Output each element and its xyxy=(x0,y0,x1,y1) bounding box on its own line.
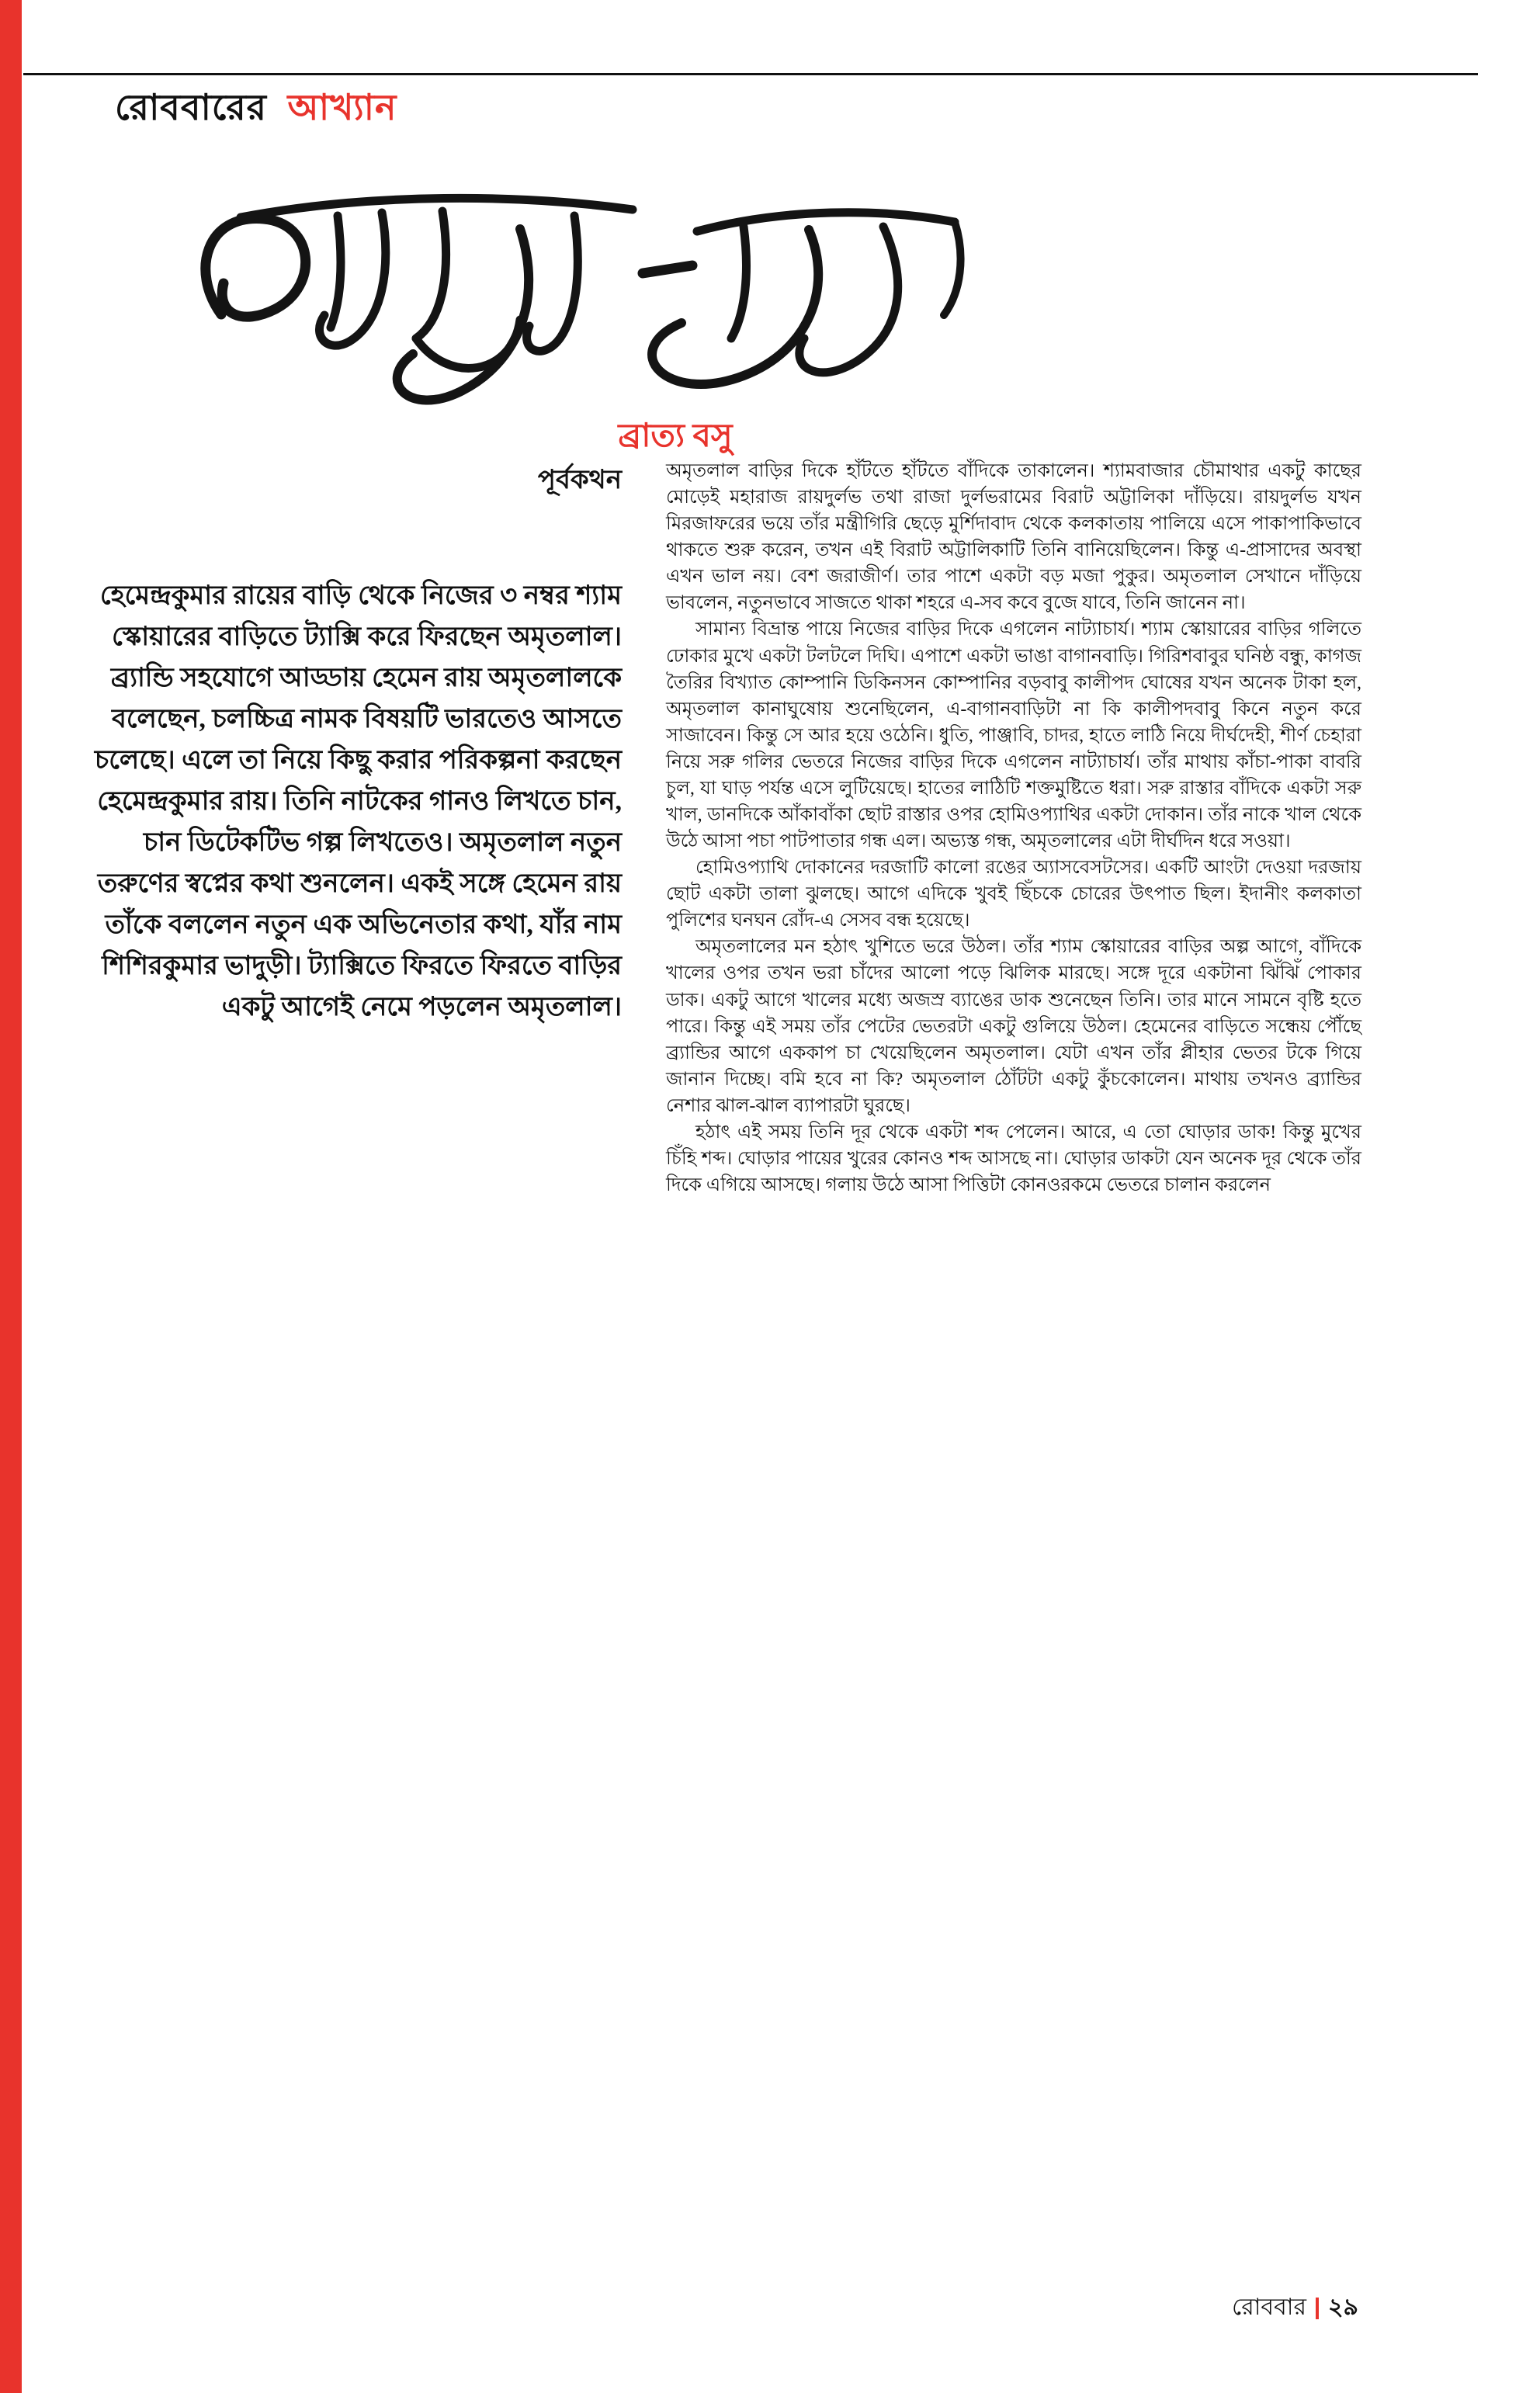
section-header-feature: আখ্যান xyxy=(287,88,397,127)
intro-heading: পূর্বকথন xyxy=(537,466,622,494)
calligraphic-title-strokes xyxy=(179,155,1001,427)
article-paragraph: হোমিওপ্যাথি দোকানের দরজাটি কালো রঙের অ্যাসবেসটসের। একটি আংটা দেওয়া দরজায় ছোট একটা তালা ঝুলছে। আগে এদিকে খুবই ছিঁচকে চোরের উৎপাত ছিল। ইদানীং কলকাতা পুলিশের ঘনঘন রোঁদ-এ সেসব বন্ধ হয়েছে। xyxy=(666,858,1361,931)
footer-magazine-name: রোববার xyxy=(1232,2294,1307,2320)
page-footer xyxy=(1232,2288,1358,2328)
article-paragraph: হঠাৎ এই সময় তিনি দূর থেকে একটা শব্দ পেলেন। আরে, এ তো ঘোড়ার ডাক! কিন্তু মুখের চিঁহি শব্দ। ঘোড়ার পায়ের খুরের কোনও শব্দ আসছে না। ঘোড়ার ডাকটা যেন অনেক দূর থেকে তাঁর দিকে এগিয়ে আসছে। গলায় উঠে আসা পিত্তিটা কোনওরকমে ভেতরে চালান করলেন xyxy=(666,1122,1361,1196)
section-header-magazine: রোববারের xyxy=(115,88,267,127)
header-rule xyxy=(23,73,1478,75)
byline-author: ব্রাত্য বসু xyxy=(618,418,733,454)
article-body xyxy=(666,458,1361,1198)
page-edge-accent-bar xyxy=(0,0,22,2393)
article-paragraph: অমৃতলালের মন হঠাৎ খুশিতে ভরে উঠল। তাঁর শ্যাম স্কোয়ারের বাড়ির অল্প আগে, বাঁদিকে খালের ওপর তখন ভরা চাঁদের আলো পড়ে ঝিলিক মারছে। সঙ্গে দূরে একটানা ঝিঁঝিঁ পোকার ডাক। একটু আগে খালের মধ্যে অজস্র ব্যাঙের ডাক শুনেছেন তিনি। তার মানে সামনে বৃষ্টি হতে পারে। কিন্তু এই সময় তাঁর পেটের ভেতরটা একটু গুলিয়ে উঠল। হেমেনের বাড়িতে সন্ধেয় পৌঁছে ব্র্যান্ডির আগে এককাপ চা খেয়েছিলেন অমৃতলাল। যেটা এখন তাঁর প্লীহার ভেতর টকে গিয়ে জানান দিচ্ছে। বমি হবে না কি? অমৃতলাল ঠোঁটটা একটু কুঁচকোলেন। মাথায় তখনও ব্র্যান্ডির নেশার ঝাল-ঝাল ব্যাপারটা ঘুরছে। xyxy=(666,937,1361,1116)
intro-paragraph: হেমেন্দ্রকুমার রায়ের বাড়ি থেকে নিজের ৩ নম্বর শ্যাম স্কোয়ারের বাড়িতে ট্যাক্সি করে ফিরছেন অমৃতলাল। ব্র্যান্ডি সহযোগে আড্ডায় হেমেন রায় অমৃতলালকে বলেছেন, চলচ্চিত্র নামক বিষয়টি ভারতেও আসতে চলেছে। এলে তা নিয়ে কিছু করার পরিকল্পনা করছেন হেমেন্দ্রকুমার রায়। তিনি নাটকের গানও লিখতে চান, চান ডিটেকটিভ গল্প লিখতেও। অমৃতলাল নতুন তরুণের স্বপ্নের কথা শুনলেন। একই সঙ্গে হেমেন রায় তাঁকে বললেন নতুন এক অভিনেতার কথা, যাঁর নাম শিশিরকুমার ভাদুড়ী। ট্যাক্সিতে ফিরতে ফিরতে বাড়ির একটু আগেই নেমে পড়লেন অমৃতলাল। xyxy=(94,581,622,1022)
footer-page-number: ২৯ xyxy=(1328,2294,1358,2320)
article-paragraph: সামান্য বিভ্রান্ত পায়ে নিজের বাড়ির দিকে এগলেন নাট্যাচার্য। শ্যাম স্কোয়ারের বাড়ির গলিতে ঢোকার মুখে একটা টলটলে দিঘি। এপাশে একটা ভাঙা বাগানবাড়ি। গিরিশবাবুর ঘনিষ্ঠ বন্ধু, কাগজ তৈরির বিখ্যাত কোম্পানি ডিকিনসন কোম্পানির বড়বাবু কালীপদ ঘোষের যখন অনেক টাকা হল, অমৃতলাল কানাঘুষোয় শুনেছিলেন, এ-বাগানবাড়িটা না কি কালীপদবাবু কিনে নতুন করে সাজাবেন। কিন্তু সে আর হয়ে ওঠেনি। ধুতি, পাঞ্জাবি, চাদর, হাতে লাঠি নিয়ে দীর্ঘদেহী, শীর্ণ চেহারা নিয়ে সরু গলির ভেতরে নিজের বাড়ির দিকে এগলেন নাট্যাচার্য। তাঁর মাথায় কাঁচা-পাকা বাবরি চুল, যা ঘাড় পর্যন্ত এসে লুটিয়েছে। হাতের লাঠিটি শক্তমুষ্টিতে ধরা। সরু রাস্তার বাঁদিকে একটা সরু খাল, ডানদিকে আঁকাবাঁকা ছোট রাস্তার ওপর হোমিওপ্যাথির একটা দোকান। তাঁর নাকে খাল থেকে উঠে আসা পচা পাটপাতার গন্ধ এল। অভ্যস্ত গন্ধ, অমৃতলালের এটা দীর্ঘদিন ধরে সওয়া। xyxy=(666,619,1361,852)
footer-divider xyxy=(1316,2298,1319,2319)
calligraphic-title-art xyxy=(179,155,1001,427)
section-header xyxy=(115,81,397,140)
intro-column xyxy=(66,460,622,1028)
article-paragraph: অমৃতলাল বাড়ির দিকে হাঁটতে হাঁটতে বাঁদিকে তাকালেন। শ্যামবাজার চৌমাথার একটু কাছের মোড়েই মহারাজ রায়দুর্লভ তথা রাজা দুর্লভরামের বিরাট অট্টালিকা দাঁড়িয়ে। রায়দুর্লভ যখন মিরজাফরের ভয়ে তাঁর মন্ত্রীগিরি ছেড়ে মুর্শিদাবাদ থেকে কলকাতায় পালিয়ে এসে পাকাপাকিভাবে থাকতে শুরু করেন, তখন এই বিরাট অট্টালিকাটি তিনি বানিয়েছিলেন। কিন্তু এ-প্রাসাদের অবস্থা এখন ভাল নয়। বেশ জরাজীর্ণ। তার পাশে একটা বড় মজা পুকুর। অমৃতলাল সেখানে দাঁড়িয়ে ভাবলেন, নতুনভাবে সাজতে থাকা শহরে এ-সব কবে বুজে যাবে, তিনি জানেন না। xyxy=(666,461,1361,614)
